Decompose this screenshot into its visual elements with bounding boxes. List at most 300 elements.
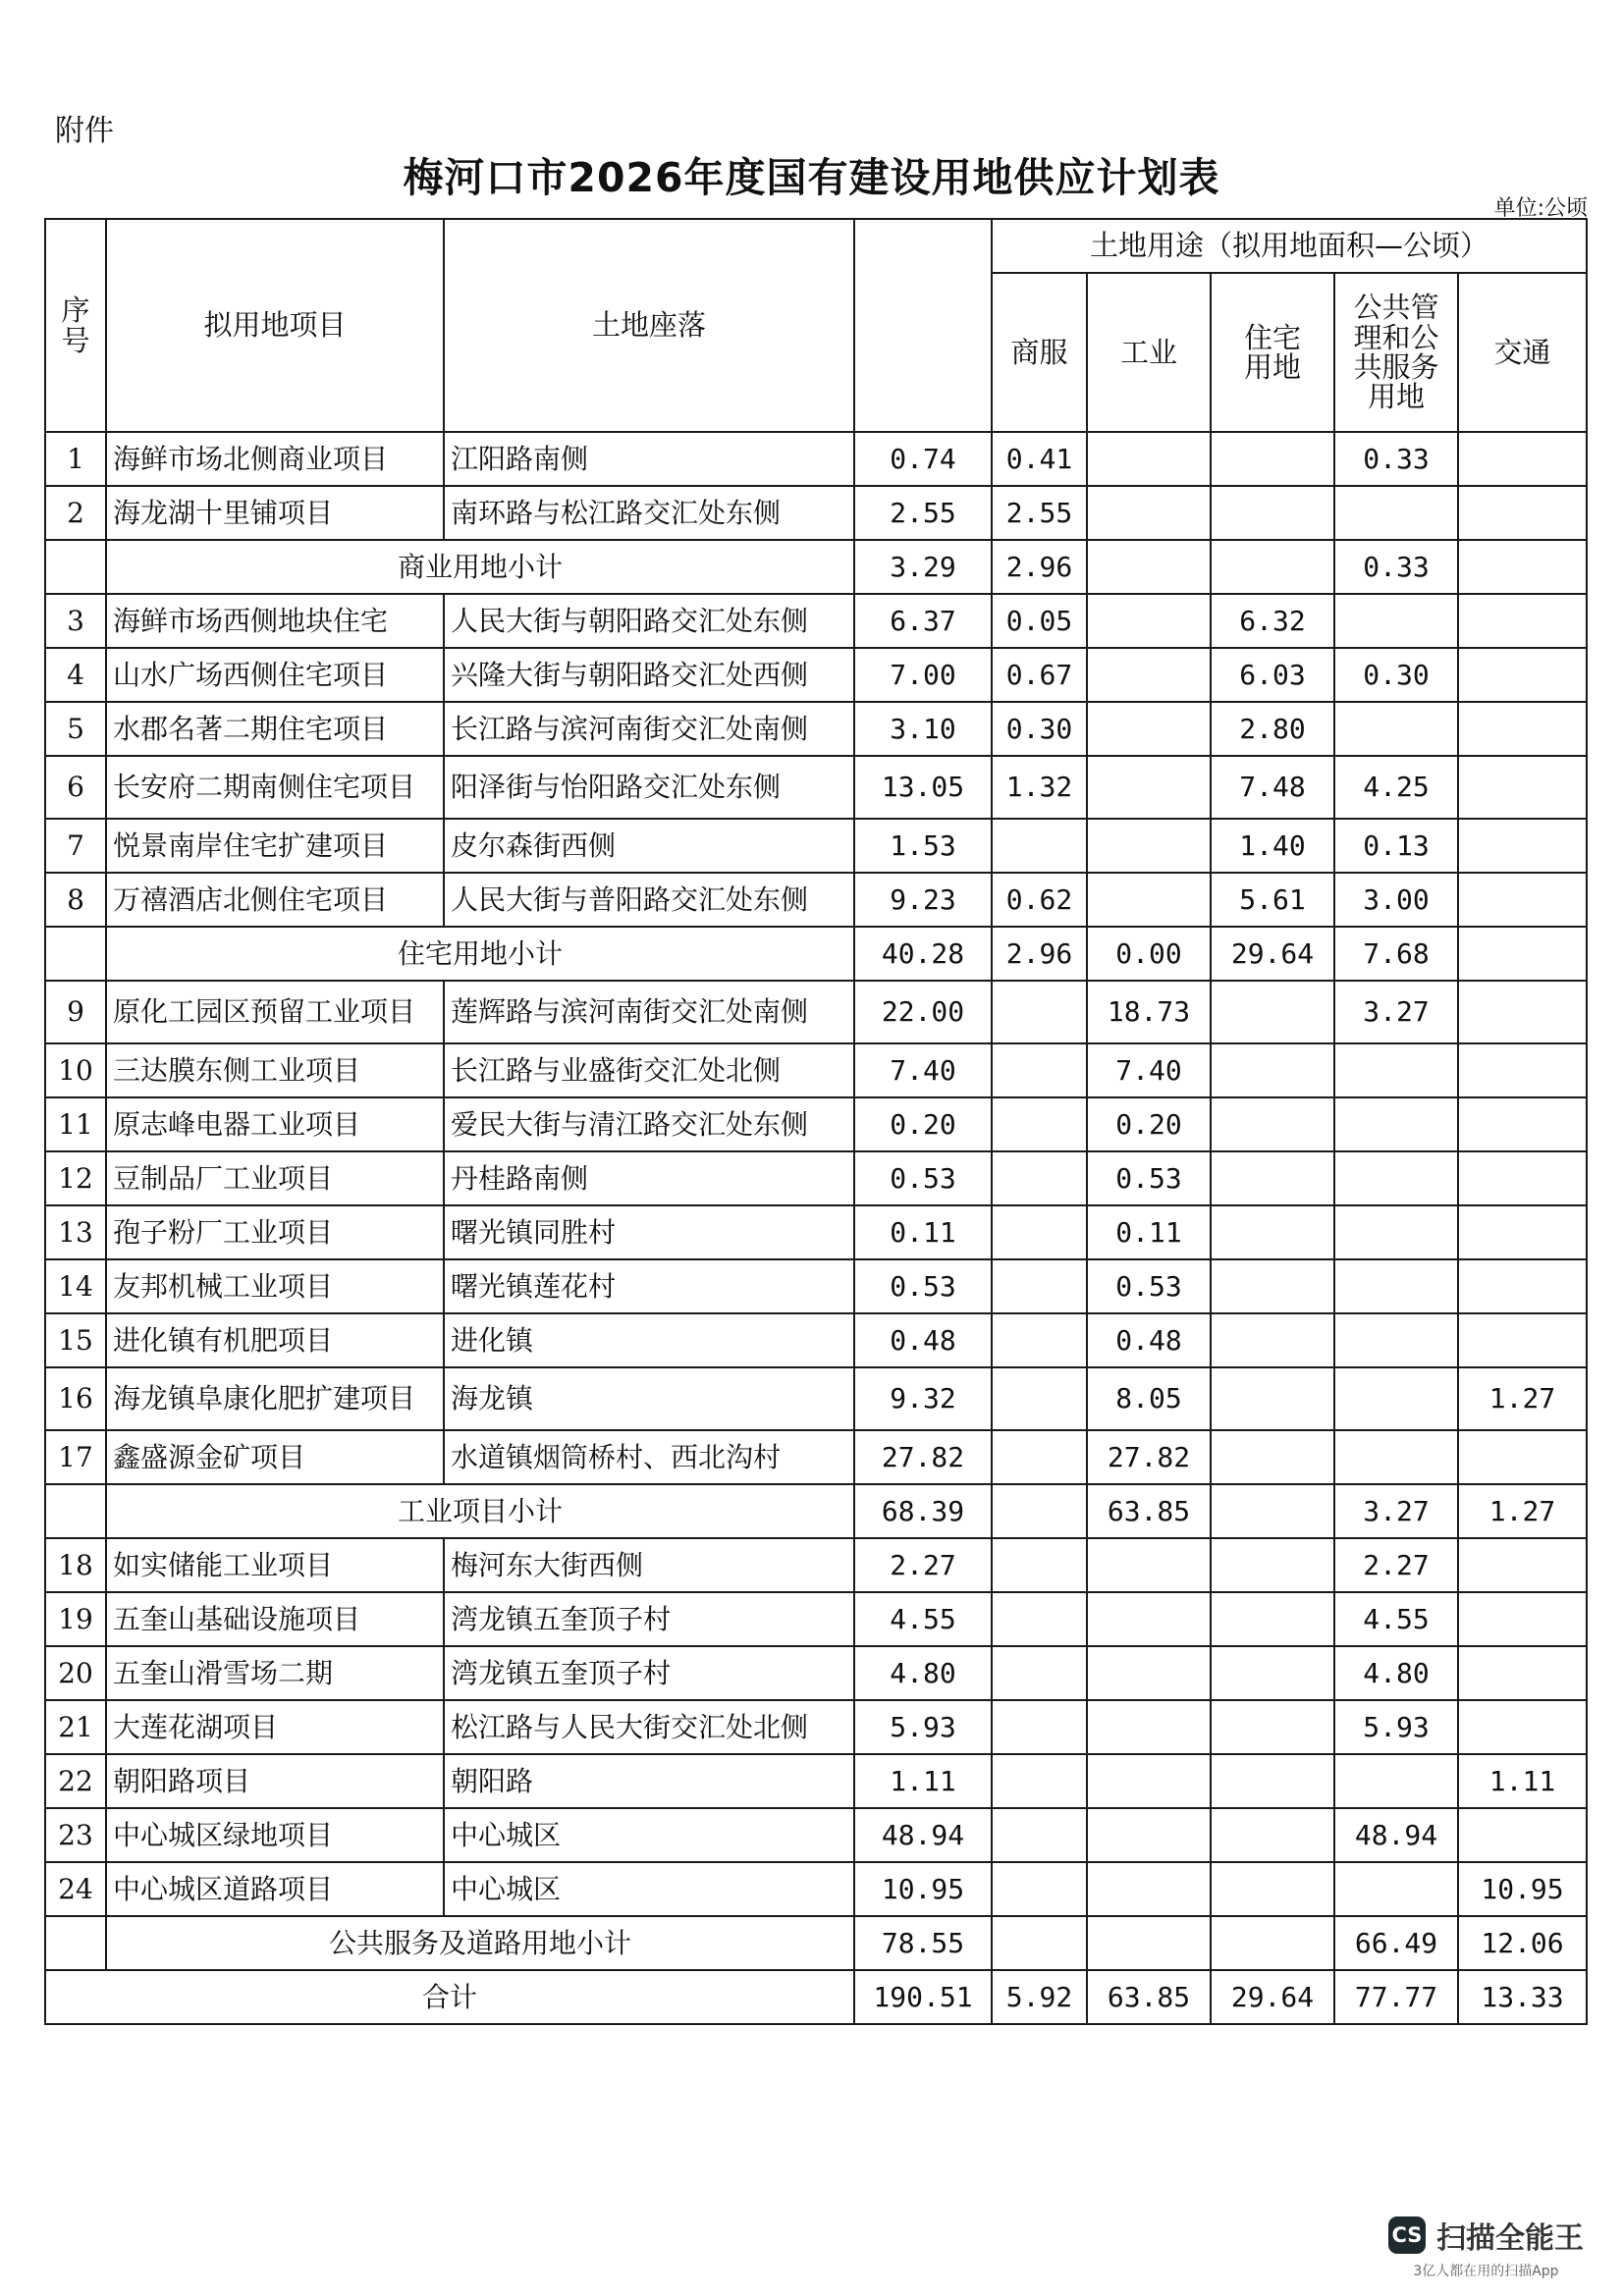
- subtotal-row: [45, 1916, 1587, 1970]
- table-row: [45, 702, 1587, 756]
- cell-residential: [1211, 1367, 1334, 1430]
- cell-commercial: [992, 1259, 1087, 1313]
- cell-transport: [1458, 873, 1587, 927]
- cell-industrial: [1087, 1754, 1211, 1808]
- row-seq: 7: [45, 819, 106, 873]
- header-transport: 交通: [1458, 273, 1587, 432]
- cell-total: 0.11: [854, 1205, 992, 1259]
- header-land-use-group: 土地用途（拟用地面积—公顷）: [992, 219, 1587, 273]
- cell-residential: 7.48: [1211, 756, 1334, 819]
- cell-commercial: [992, 1367, 1087, 1430]
- cell-residential: [1211, 1646, 1334, 1700]
- table-row: [45, 1808, 1587, 1862]
- cell-commercial: 0.05: [992, 594, 1087, 648]
- cell-commercial: 2.55: [992, 486, 1087, 540]
- cell-public: 3.00: [1334, 873, 1458, 927]
- cell-commercial: 1.32: [992, 756, 1087, 819]
- cell-residential: 1.40: [1211, 819, 1334, 873]
- row-location: 海龙镇: [444, 1367, 854, 1430]
- cell-total: 10.95: [854, 1862, 992, 1916]
- cell-transport: [1458, 594, 1587, 648]
- cell-industrial: 63.85: [1087, 1484, 1211, 1538]
- cell-industrial: [1087, 873, 1211, 927]
- cell-total: 0.53: [854, 1151, 992, 1205]
- cell-commercial: 0.67: [992, 648, 1087, 702]
- cell-transport: [1458, 1646, 1587, 1700]
- row-project-name: 三达膜东侧工业项目: [106, 1043, 444, 1097]
- cell-public: 5.93: [1334, 1700, 1458, 1754]
- row-location: 进化镇: [444, 1313, 854, 1367]
- row-location: 江阳路南侧: [444, 432, 854, 486]
- cell-public: 0.30: [1334, 648, 1458, 702]
- cell-industrial: 0.53: [1087, 1151, 1211, 1205]
- cell-transport: [1458, 756, 1587, 819]
- cell-total: 6.37: [854, 594, 992, 648]
- camscanner-logo-icon: CS: [1388, 2216, 1426, 2254]
- cell-residential: [1211, 1538, 1334, 1592]
- cell-public: [1334, 486, 1458, 540]
- cell-industrial: [1087, 1862, 1211, 1916]
- cell-total: 9.23: [854, 873, 992, 927]
- cell-industrial: 0.20: [1087, 1097, 1211, 1151]
- row-seq: 17: [45, 1430, 106, 1484]
- header-total: [854, 219, 992, 432]
- cell-residential: [1211, 1151, 1334, 1205]
- row-location: 朝阳路: [444, 1754, 854, 1808]
- row-seq: 5: [45, 702, 106, 756]
- cell-transport: [1458, 1043, 1587, 1097]
- cell-public: 0.13: [1334, 819, 1458, 873]
- cell-residential: [1211, 1862, 1334, 1916]
- cell-commercial: 2.96: [992, 540, 1087, 594]
- cell-public: [1334, 1097, 1458, 1151]
- cell-residential: [1211, 1205, 1334, 1259]
- table-row: [45, 1097, 1587, 1151]
- cell-total: 13.05: [854, 756, 992, 819]
- cell-public: [1334, 702, 1458, 756]
- cell-industrial: 7.40: [1087, 1043, 1211, 1097]
- cell-residential: [1211, 486, 1334, 540]
- row-seq: 14: [45, 1259, 106, 1313]
- row-location: 阳泽街与怡阳路交汇处东侧: [444, 756, 854, 819]
- row-seq: 19: [45, 1592, 106, 1646]
- cell-industrial: [1087, 648, 1211, 702]
- cell-industrial: [1087, 1700, 1211, 1754]
- table-body: [45, 432, 1587, 2024]
- row-seq: 13: [45, 1205, 106, 1259]
- row-project-name: 中心城区道路项目: [106, 1862, 444, 1916]
- cell-industrial: 63.85: [1087, 1970, 1211, 2024]
- cell-transport: [1458, 927, 1587, 981]
- cell-transport: 1.27: [1458, 1484, 1587, 1538]
- cell-commercial: [992, 1484, 1087, 1538]
- cell-commercial: [992, 1754, 1087, 1808]
- table-row: [45, 1538, 1587, 1592]
- cell-public: [1334, 1367, 1458, 1430]
- row-seq: 3: [45, 594, 106, 648]
- row-project-name: 如实储能工业项目: [106, 1538, 444, 1592]
- cell-public: 48.94: [1334, 1808, 1458, 1862]
- cell-transport: [1458, 1700, 1587, 1754]
- cell-residential: 29.64: [1211, 927, 1334, 981]
- row-seq: 10: [45, 1043, 106, 1097]
- table-row: [45, 486, 1587, 540]
- row-location: 湾龙镇五奎顶子村: [444, 1592, 854, 1646]
- cell-transport: 13.33: [1458, 1970, 1587, 2024]
- cell-public: [1334, 1205, 1458, 1259]
- cell-public: 3.27: [1334, 981, 1458, 1043]
- cell-residential: [1211, 540, 1334, 594]
- table-row: [45, 432, 1587, 486]
- cell-transport: 1.11: [1458, 1754, 1587, 1808]
- cell-total: 0.48: [854, 1313, 992, 1367]
- cell-commercial: [992, 1808, 1087, 1862]
- cell-residential: [1211, 1592, 1334, 1646]
- row-project-name: 海鲜市场北侧商业项目: [106, 432, 444, 486]
- cell-public: 4.55: [1334, 1592, 1458, 1646]
- cell-industrial: [1087, 1646, 1211, 1700]
- cell-public: 4.80: [1334, 1646, 1458, 1700]
- cell-total: 1.11: [854, 1754, 992, 1808]
- header-seq: 序号: [45, 219, 106, 432]
- cell-industrial: [1087, 594, 1211, 648]
- row-seq: 24: [45, 1862, 106, 1916]
- cell-public: 0.33: [1334, 432, 1458, 486]
- cell-residential: [1211, 1700, 1334, 1754]
- cell-total: 0.74: [854, 432, 992, 486]
- cell-commercial: 5.92: [992, 1970, 1087, 2024]
- row-seq-blank: [45, 1916, 106, 1970]
- row-location: 水道镇烟筒桥村、西北沟村: [444, 1430, 854, 1484]
- row-project-name: 悦景南岸住宅扩建项目: [106, 819, 444, 873]
- row-project-name: 中心城区绿地项目: [106, 1808, 444, 1862]
- header-public: 公共管理和公共服务用地: [1334, 273, 1458, 432]
- cell-industrial: [1087, 702, 1211, 756]
- row-seq: 18: [45, 1538, 106, 1592]
- cell-residential: [1211, 1430, 1334, 1484]
- cell-total: 0.20: [854, 1097, 992, 1151]
- cell-public: [1334, 1313, 1458, 1367]
- table-row: [45, 648, 1587, 702]
- cell-transport: [1458, 432, 1587, 486]
- cell-public: [1334, 1151, 1458, 1205]
- row-location: 兴隆大街与朝阳路交汇处西侧: [444, 648, 854, 702]
- table-row: [45, 873, 1587, 927]
- watermark-tagline: 3亿人都在用的扫描App: [1413, 2264, 1559, 2279]
- cell-total: 3.10: [854, 702, 992, 756]
- row-seq: 22: [45, 1754, 106, 1808]
- row-location: 梅河东大街西侧: [444, 1538, 854, 1592]
- cell-commercial: [992, 1097, 1087, 1151]
- table-row: [45, 1592, 1587, 1646]
- cell-industrial: 0.48: [1087, 1313, 1211, 1367]
- row-location: 中心城区: [444, 1808, 854, 1862]
- row-seq: 6: [45, 756, 106, 819]
- cell-transport: [1458, 1592, 1587, 1646]
- header-project: 拟用地项目: [106, 219, 444, 432]
- cell-commercial: [992, 1151, 1087, 1205]
- row-seq: 8: [45, 873, 106, 927]
- table-row: [45, 1754, 1587, 1808]
- cell-commercial: [992, 1700, 1087, 1754]
- row-project-name: 进化镇有机肥项目: [106, 1313, 444, 1367]
- row-location: 人民大街与普阳路交汇处东侧: [444, 873, 854, 927]
- cell-total: 78.55: [854, 1916, 992, 1970]
- table-row: [45, 594, 1587, 648]
- header-industrial: 工业: [1087, 273, 1211, 432]
- row-location: 人民大街与朝阳路交汇处东侧: [444, 594, 854, 648]
- table-row: [45, 1646, 1587, 1700]
- table-row: [45, 1259, 1587, 1313]
- row-seq: 23: [45, 1808, 106, 1862]
- subtotal-row: [45, 540, 1587, 594]
- cell-residential: [1211, 1313, 1334, 1367]
- table-row: [45, 1043, 1587, 1097]
- row-project-name: 朝阳路项目: [106, 1754, 444, 1808]
- watermark-app-name: 扫描全能王: [1436, 2221, 1584, 2256]
- subtotal-row: [45, 927, 1587, 981]
- document-title: 梅河口市2026年度国有建设用地供应计划表: [403, 154, 1220, 201]
- cell-industrial: [1087, 1592, 1211, 1646]
- cell-residential: [1211, 1097, 1334, 1151]
- cell-commercial: 0.62: [992, 873, 1087, 927]
- cell-residential: 6.32: [1211, 594, 1334, 648]
- cell-residential: [1211, 1043, 1334, 1097]
- cell-public: 2.27: [1334, 1538, 1458, 1592]
- cell-total: 1.53: [854, 819, 992, 873]
- row-location: 中心城区: [444, 1862, 854, 1916]
- cell-transport: [1458, 1808, 1587, 1862]
- cell-commercial: [992, 1205, 1087, 1259]
- cell-total: 4.55: [854, 1592, 992, 1646]
- cell-residential: [1211, 1754, 1334, 1808]
- row-location: 曙光镇莲花村: [444, 1259, 854, 1313]
- cell-public: 0.33: [1334, 540, 1458, 594]
- row-project-name: 原志峰电器工业项目: [106, 1097, 444, 1151]
- cell-industrial: [1087, 1808, 1211, 1862]
- cell-total: 48.94: [854, 1808, 992, 1862]
- cell-total: 68.39: [854, 1484, 992, 1538]
- row-location: 南环路与松江路交汇处东侧: [444, 486, 854, 540]
- scanner-watermark: [1388, 2214, 1584, 2280]
- cell-total: 190.51: [854, 1970, 992, 2024]
- cell-transport: [1458, 1430, 1587, 1484]
- cell-industrial: [1087, 1538, 1211, 1592]
- cell-transport: [1458, 981, 1587, 1043]
- cell-total: 7.40: [854, 1043, 992, 1097]
- table-row: [45, 756, 1587, 819]
- cell-commercial: [992, 1862, 1087, 1916]
- cell-public: [1334, 1430, 1458, 1484]
- row-seq-blank: [45, 540, 106, 594]
- cell-commercial: [992, 1916, 1087, 1970]
- row-seq: 15: [45, 1313, 106, 1367]
- cell-transport: [1458, 648, 1587, 702]
- cell-residential: [1211, 1259, 1334, 1313]
- row-project-name: 山水广场西侧住宅项目: [106, 648, 444, 702]
- table-row: [45, 1700, 1587, 1754]
- cell-transport: [1458, 1538, 1587, 1592]
- cell-commercial: [992, 1313, 1087, 1367]
- row-project-name: 海龙镇阜康化肥扩建项目: [106, 1367, 444, 1430]
- row-project-name: 友邦机械工业项目: [106, 1259, 444, 1313]
- row-seq-blank: [45, 927, 106, 981]
- row-project-name: 鑫盛源金矿项目: [106, 1430, 444, 1484]
- cell-total: 0.53: [854, 1259, 992, 1313]
- cell-transport: [1458, 819, 1587, 873]
- cell-residential: [1211, 1484, 1334, 1538]
- cell-commercial: [992, 981, 1087, 1043]
- grand-total-row: [45, 1970, 1587, 2024]
- row-seq: 9: [45, 981, 106, 1043]
- cell-residential: [1211, 1916, 1334, 1970]
- row-location: 莲辉路与滨河南街交汇处南侧: [444, 981, 854, 1043]
- cell-public: [1334, 1754, 1458, 1808]
- header-residential: 住宅用地: [1211, 273, 1334, 432]
- row-project-name: 万禧酒店北侧住宅项目: [106, 873, 444, 927]
- row-location: 曙光镇同胜村: [444, 1205, 854, 1259]
- cell-total: 3.29: [854, 540, 992, 594]
- cell-commercial: 0.41: [992, 432, 1087, 486]
- cell-transport: [1458, 702, 1587, 756]
- cell-public: 7.68: [1334, 927, 1458, 981]
- row-seq: 4: [45, 648, 106, 702]
- cell-transport: 12.06: [1458, 1916, 1587, 1970]
- row-seq: 16: [45, 1367, 106, 1430]
- cell-transport: 10.95: [1458, 1862, 1587, 1916]
- header-location: 土地座落: [444, 219, 854, 432]
- cell-residential: 29.64: [1211, 1970, 1334, 2024]
- cell-transport: [1458, 1313, 1587, 1367]
- table-row: [45, 1205, 1587, 1259]
- row-project-name: 原化工园区预留工业项目: [106, 981, 444, 1043]
- cell-residential: 2.80: [1211, 702, 1334, 756]
- cell-industrial: 0.53: [1087, 1259, 1211, 1313]
- cell-residential: [1211, 981, 1334, 1043]
- row-project-name: 孢子粉厂工业项目: [106, 1205, 444, 1259]
- cell-public: 77.77: [1334, 1970, 1458, 2024]
- row-location: 长江路与业盛街交汇处北侧: [444, 1043, 854, 1097]
- row-project-name: 大莲花湖项目: [106, 1700, 444, 1754]
- cell-transport: [1458, 486, 1587, 540]
- cell-total: 27.82: [854, 1430, 992, 1484]
- table-row: [45, 1367, 1587, 1430]
- subtotal-label: 商业用地小计: [106, 540, 854, 594]
- cell-commercial: [992, 819, 1087, 873]
- cell-industrial: [1087, 432, 1211, 486]
- row-seq: 21: [45, 1700, 106, 1754]
- cell-commercial: [992, 1430, 1087, 1484]
- row-location: 松江路与人民大街交汇处北侧: [444, 1700, 854, 1754]
- subtotal-label: 住宅用地小计: [106, 927, 854, 981]
- cell-transport: 1.27: [1458, 1367, 1587, 1430]
- cell-commercial: [992, 1592, 1087, 1646]
- row-project-name: 海龙湖十里铺项目: [106, 486, 444, 540]
- row-project-name: 豆制品厂工业项目: [106, 1151, 444, 1205]
- unit-label: 单位:公顷: [1493, 196, 1588, 221]
- row-project-name: 海鲜市场西侧地块住宅: [106, 594, 444, 648]
- subtotal-row: [45, 1484, 1587, 1538]
- row-seq: 2: [45, 486, 106, 540]
- cell-industrial: 18.73: [1087, 981, 1211, 1043]
- table-row: [45, 981, 1587, 1043]
- cell-industrial: 27.82: [1087, 1430, 1211, 1484]
- cell-public: 4.25: [1334, 756, 1458, 819]
- land-supply-table: [44, 218, 1588, 2025]
- cell-total: 22.00: [854, 981, 992, 1043]
- table-row: [45, 1313, 1587, 1367]
- row-seq: 1: [45, 432, 106, 486]
- cell-public: [1334, 594, 1458, 648]
- row-location: 丹桂路南侧: [444, 1151, 854, 1205]
- table-row: [45, 1862, 1587, 1916]
- cell-public: [1334, 1259, 1458, 1313]
- cell-industrial: 8.05: [1087, 1367, 1211, 1430]
- attachment-label: 附件: [55, 114, 114, 148]
- cell-public: 3.27: [1334, 1484, 1458, 1538]
- cell-commercial: [992, 1646, 1087, 1700]
- row-seq: 12: [45, 1151, 106, 1205]
- cell-industrial: [1087, 1916, 1211, 1970]
- cell-public: [1334, 1862, 1458, 1916]
- row-seq-blank: [45, 1484, 106, 1538]
- cell-residential: [1211, 1808, 1334, 1862]
- cell-total: 2.55: [854, 486, 992, 540]
- row-location: 爱民大街与清江路交汇处东侧: [444, 1097, 854, 1151]
- row-project-name: 五奎山滑雪场二期: [106, 1646, 444, 1700]
- subtotal-label: 工业项目小计: [106, 1484, 854, 1538]
- row-seq: 11: [45, 1097, 106, 1151]
- cell-commercial: 2.96: [992, 927, 1087, 981]
- header-commercial: 商服: [992, 273, 1087, 432]
- row-project-name: 水郡名著二期住宅项目: [106, 702, 444, 756]
- row-location: 湾龙镇五奎顶子村: [444, 1646, 854, 1700]
- cell-residential: 5.61: [1211, 873, 1334, 927]
- cell-commercial: [992, 1043, 1087, 1097]
- cell-transport: [1458, 1259, 1587, 1313]
- cell-industrial: 0.11: [1087, 1205, 1211, 1259]
- cell-transport: [1458, 1151, 1587, 1205]
- cell-total: 2.27: [854, 1538, 992, 1592]
- cell-transport: [1458, 1205, 1587, 1259]
- cell-industrial: [1087, 819, 1211, 873]
- cell-total: 9.32: [854, 1367, 992, 1430]
- cell-total: 5.93: [854, 1700, 992, 1754]
- row-project-name: 五奎山基础设施项目: [106, 1592, 444, 1646]
- cell-total: 4.80: [854, 1646, 992, 1700]
- row-seq: 20: [45, 1646, 106, 1700]
- cell-industrial: [1087, 540, 1211, 594]
- cell-total: 7.00: [854, 648, 992, 702]
- cell-residential: 6.03: [1211, 648, 1334, 702]
- cell-industrial: [1087, 756, 1211, 819]
- cell-public: [1334, 1043, 1458, 1097]
- table-row: [45, 819, 1587, 873]
- cell-commercial: 0.30: [992, 702, 1087, 756]
- cell-industrial: 0.00: [1087, 927, 1211, 981]
- cell-total: 40.28: [854, 927, 992, 981]
- cell-transport: [1458, 540, 1587, 594]
- cell-commercial: [992, 1538, 1087, 1592]
- table-row: [45, 1430, 1587, 1484]
- row-location: 长江路与滨河南街交汇处南侧: [444, 702, 854, 756]
- cell-transport: [1458, 1097, 1587, 1151]
- cell-public: 66.49: [1334, 1916, 1458, 1970]
- cell-industrial: [1087, 486, 1211, 540]
- row-location: 皮尔森街西侧: [444, 819, 854, 873]
- subtotal-label: 公共服务及道路用地小计: [106, 1916, 854, 1970]
- table-row: [45, 1151, 1587, 1205]
